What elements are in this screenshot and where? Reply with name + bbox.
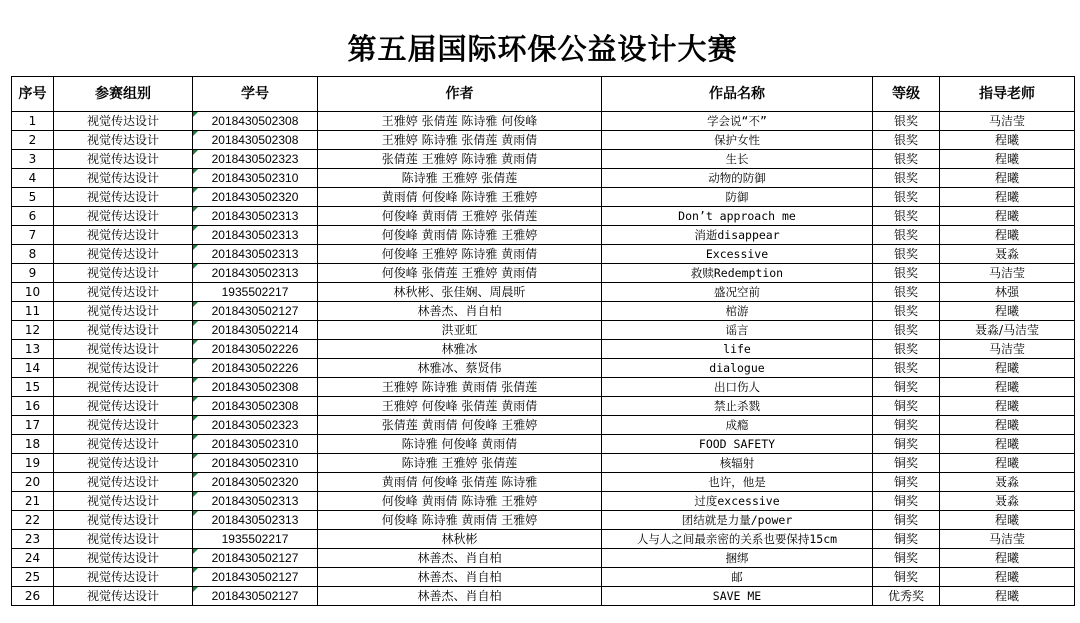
cell-level[interactable]: 银奖 bbox=[873, 131, 940, 150]
cell-work-title[interactable]: FOOD SAFETY bbox=[602, 435, 873, 454]
cell-work-title[interactable]: Don’t approach me bbox=[602, 207, 873, 226]
cell-group[interactable]: 视觉传达设计 bbox=[54, 283, 193, 302]
cell-teacher[interactable]: 程曦 bbox=[940, 226, 1075, 245]
cell-teacher[interactable]: 马洁莹 bbox=[940, 112, 1075, 131]
cell-work-title[interactable]: 邮 bbox=[602, 568, 873, 587]
table-row bbox=[12, 378, 1075, 397]
cell-student-id[interactable]: 2018430502308 bbox=[193, 378, 318, 397]
table-row bbox=[12, 435, 1075, 454]
cell-teacher[interactable]: 程曦 bbox=[940, 188, 1075, 207]
cell-index[interactable]: 15 bbox=[12, 378, 54, 397]
cell-group[interactable]: 视觉传达设计 bbox=[54, 378, 193, 397]
cell-group[interactable]: 视觉传达设计 bbox=[54, 340, 193, 359]
cell-index[interactable]: 7 bbox=[12, 226, 54, 245]
cell-index[interactable]: 11 bbox=[12, 302, 54, 321]
cell-student-id[interactable]: 2018430502308 bbox=[193, 112, 318, 131]
cell-teacher[interactable]: 程曦 bbox=[940, 302, 1075, 321]
cell-work-title[interactable]: 生长 bbox=[602, 150, 873, 169]
cell-index[interactable]: 26 bbox=[12, 587, 54, 606]
cell-group[interactable]: 视觉传达设计 bbox=[54, 112, 193, 131]
table-row bbox=[12, 511, 1075, 530]
cell-student-id[interactable]: 2018430502226 bbox=[193, 359, 318, 378]
cell-student-id[interactable]: 2018430502313 bbox=[193, 226, 318, 245]
table-row bbox=[12, 283, 1075, 302]
cell-work-title[interactable]: Excessive bbox=[602, 245, 873, 264]
cell-authors[interactable]: 王雅婷 张倩莲 陈诗雅 何俊峰 bbox=[318, 112, 602, 131]
cell-authors[interactable]: 张倩莲 王雅婷 陈诗雅 黄雨倩 bbox=[318, 150, 602, 169]
table-row bbox=[12, 568, 1075, 587]
cell-level[interactable]: 银奖 bbox=[873, 245, 940, 264]
cell-work-title[interactable]: 保护女性 bbox=[602, 131, 873, 150]
cell-index[interactable]: 10 bbox=[12, 283, 54, 302]
cell-authors[interactable]: 何俊峰 黄雨倩 王雅婷 张倩莲 bbox=[318, 207, 602, 226]
table-row bbox=[12, 359, 1075, 378]
table-row bbox=[12, 188, 1075, 207]
cell-index[interactable]: 12 bbox=[12, 321, 54, 340]
cell-work-title[interactable]: 消逝disappear bbox=[602, 226, 873, 245]
cell-index[interactable]: 18 bbox=[12, 435, 54, 454]
cell-authors[interactable]: 林善杰、肖自柏 bbox=[318, 568, 602, 587]
cell-work-title[interactable]: 谣言 bbox=[602, 321, 873, 340]
cell-student-id[interactable]: 2018430502310 bbox=[193, 454, 318, 473]
cell-student-id[interactable]: 2018430502308 bbox=[193, 131, 318, 150]
cell-work-title[interactable]: 出口伤人 bbox=[602, 378, 873, 397]
header-level[interactable]: 等级 bbox=[873, 77, 940, 112]
cell-teacher[interactable]: 程曦 bbox=[940, 207, 1075, 226]
cell-group[interactable]: 视觉传达设计 bbox=[54, 492, 193, 511]
cell-student-id[interactable]: 2018430502313 bbox=[193, 511, 318, 530]
cell-group[interactable]: 视觉传达设计 bbox=[54, 511, 193, 530]
cell-group[interactable]: 视觉传达设计 bbox=[54, 207, 193, 226]
cell-level[interactable]: 铜奖 bbox=[873, 454, 940, 473]
cell-teacher[interactable]: 程曦 bbox=[940, 454, 1075, 473]
cell-level[interactable]: 银奖 bbox=[873, 188, 940, 207]
cell-group[interactable]: 视觉传达设计 bbox=[54, 302, 193, 321]
cell-level[interactable]: 银奖 bbox=[873, 169, 940, 188]
header-index[interactable]: 序号 bbox=[12, 77, 54, 112]
table-row bbox=[12, 587, 1075, 606]
cell-student-id[interactable]: 2018430502127 bbox=[193, 568, 318, 587]
table-row bbox=[12, 549, 1075, 568]
cell-teacher[interactable]: 程曦 bbox=[940, 568, 1075, 587]
cell-student-id[interactable]: 2018430502127 bbox=[193, 549, 318, 568]
cell-group[interactable]: 视觉传达设计 bbox=[54, 454, 193, 473]
cell-work-title[interactable]: 禁止杀戮 bbox=[602, 397, 873, 416]
cell-index[interactable]: 25 bbox=[12, 568, 54, 587]
cell-level[interactable]: 铜奖 bbox=[873, 378, 940, 397]
cell-work-title[interactable]: 捆绑 bbox=[602, 549, 873, 568]
cell-teacher[interactable]: 马洁莹 bbox=[940, 264, 1075, 283]
header-student-id[interactable]: 学号 bbox=[193, 77, 318, 112]
results-table-wrapper bbox=[11, 76, 1074, 606]
cell-authors[interactable]: 张倩莲 黄雨倩 何俊峰 王雅婷 bbox=[318, 416, 602, 435]
cell-work-title[interactable]: SAVE ME bbox=[602, 587, 873, 606]
cell-index[interactable]: 14 bbox=[12, 359, 54, 378]
cell-teacher[interactable]: 聂淼 bbox=[940, 492, 1075, 511]
cell-work-title[interactable]: 防御 bbox=[602, 188, 873, 207]
cell-group[interactable]: 视觉传达设计 bbox=[54, 359, 193, 378]
cell-work-title[interactable]: 成瘾 bbox=[602, 416, 873, 435]
cell-student-id[interactable]: 2018430502226 bbox=[193, 340, 318, 359]
cell-student-id[interactable]: 2018430502310 bbox=[193, 435, 318, 454]
sheet-title: 第五届国际环保公益设计大赛 bbox=[347, 31, 738, 66]
cell-teacher[interactable]: 聂淼/马洁莹 bbox=[940, 321, 1075, 340]
cell-index[interactable]: 4 bbox=[12, 169, 54, 188]
cell-authors[interactable]: 陈诗雅 何俊峰 黄雨倩 bbox=[318, 435, 602, 454]
table-row bbox=[12, 131, 1075, 150]
cell-level[interactable]: 铜奖 bbox=[873, 549, 940, 568]
cell-index[interactable]: 21 bbox=[12, 492, 54, 511]
cell-group[interactable]: 视觉传达设计 bbox=[54, 435, 193, 454]
header-authors[interactable]: 作者 bbox=[318, 77, 602, 112]
cell-teacher[interactable]: 程曦 bbox=[940, 131, 1075, 150]
table-row bbox=[12, 302, 1075, 321]
cell-teacher[interactable]: 聂淼 bbox=[940, 245, 1075, 264]
cell-teacher[interactable]: 程曦 bbox=[940, 397, 1075, 416]
cell-authors[interactable]: 林秋彬 bbox=[318, 530, 602, 549]
results-table bbox=[11, 76, 1075, 606]
cell-group[interactable]: 视觉传达设计 bbox=[54, 568, 193, 587]
cell-group[interactable]: 视觉传达设计 bbox=[54, 587, 193, 606]
cell-group[interactable]: 视觉传达设计 bbox=[54, 131, 193, 150]
cell-index[interactable]: 3 bbox=[12, 150, 54, 169]
cell-authors[interactable]: 林善杰、肖自柏 bbox=[318, 549, 602, 568]
cell-student-id[interactable]: 1935502217 bbox=[193, 530, 318, 549]
cell-index[interactable]: 24 bbox=[12, 549, 54, 568]
table-row bbox=[12, 226, 1075, 245]
cell-group[interactable]: 视觉传达设计 bbox=[54, 169, 193, 188]
table-row bbox=[12, 416, 1075, 435]
cell-group[interactable]: 视觉传达设计 bbox=[54, 150, 193, 169]
cell-authors[interactable]: 林善杰、肖自柏 bbox=[318, 587, 602, 606]
cell-authors[interactable]: 何俊峰 陈诗雅 黄雨倩 王雅婷 bbox=[318, 511, 602, 530]
table-row bbox=[12, 454, 1075, 473]
cell-teacher[interactable]: 程曦 bbox=[940, 587, 1075, 606]
table-row bbox=[12, 530, 1075, 549]
cell-authors[interactable]: 林善杰、肖自柏 bbox=[318, 302, 602, 321]
cell-index[interactable]: 8 bbox=[12, 245, 54, 264]
cell-group[interactable]: 视觉传达设计 bbox=[54, 549, 193, 568]
table-row bbox=[12, 397, 1075, 416]
cell-authors[interactable]: 洪亚虹 bbox=[318, 321, 602, 340]
cell-student-id[interactable]: 2018430502313 bbox=[193, 245, 318, 264]
header-work-title[interactable]: 作品名称 bbox=[602, 77, 873, 112]
cell-index[interactable]: 2 bbox=[12, 131, 54, 150]
table-row bbox=[12, 112, 1075, 131]
cell-teacher[interactable]: 程曦 bbox=[940, 378, 1075, 397]
cell-work-title[interactable]: 学会说“不” bbox=[602, 112, 873, 131]
cell-student-id[interactable]: 2018430502310 bbox=[193, 169, 318, 188]
cell-work-title[interactable]: 也许，他是 bbox=[602, 473, 873, 492]
cell-group[interactable]: 视觉传达设计 bbox=[54, 321, 193, 340]
table-body bbox=[12, 112, 1075, 606]
cell-group[interactable]: 视觉传达设计 bbox=[54, 473, 193, 492]
cell-authors[interactable]: 林雅冰 bbox=[318, 340, 602, 359]
table-row bbox=[12, 169, 1075, 188]
cell-work-title[interactable]: 核辐射 bbox=[602, 454, 873, 473]
cell-student-id[interactable]: 1935502217 bbox=[193, 283, 318, 302]
cell-work-title[interactable]: 过度excessive bbox=[602, 492, 873, 511]
table-row bbox=[12, 207, 1075, 226]
cell-teacher[interactable]: 程曦 bbox=[940, 511, 1075, 530]
cell-student-id[interactable]: 2018430502323 bbox=[193, 150, 318, 169]
cell-work-title[interactable]: 人与人之间最亲密的关系也要保持15cm bbox=[602, 530, 873, 549]
cell-work-title[interactable]: life bbox=[602, 340, 873, 359]
cell-level[interactable]: 铜奖 bbox=[873, 473, 940, 492]
cell-student-id[interactable]: 2018430502320 bbox=[193, 188, 318, 207]
header-teacher[interactable]: 指导老师 bbox=[940, 77, 1075, 112]
cell-level[interactable]: 铜奖 bbox=[873, 416, 940, 435]
cell-authors[interactable]: 王雅婷 陈诗雅 黄雨倩 张倩莲 bbox=[318, 378, 602, 397]
cell-work-title[interactable]: 动物的防御 bbox=[602, 169, 873, 188]
cell-student-id[interactable]: 2018430502313 bbox=[193, 264, 318, 283]
cell-student-id[interactable]: 2018430502313 bbox=[193, 207, 318, 226]
cell-teacher[interactable]: 马洁莹 bbox=[940, 530, 1075, 549]
cell-student-id[interactable]: 2018430502127 bbox=[193, 587, 318, 606]
cell-teacher[interactable]: 程曦 bbox=[940, 416, 1075, 435]
cell-teacher[interactable]: 程曦 bbox=[940, 435, 1075, 454]
cell-teacher[interactable]: 程曦 bbox=[940, 169, 1075, 188]
cell-teacher[interactable]: 程曦 bbox=[940, 150, 1075, 169]
cell-student-id[interactable]: 2018430502313 bbox=[193, 492, 318, 511]
cell-level[interactable]: 银奖 bbox=[873, 321, 940, 340]
cell-teacher[interactable]: 马洁莹 bbox=[940, 340, 1075, 359]
cell-level[interactable]: 银奖 bbox=[873, 150, 940, 169]
cell-work-title[interactable]: 棺游 bbox=[602, 302, 873, 321]
cell-index[interactable]: 19 bbox=[12, 454, 54, 473]
cell-authors[interactable]: 林秋彬、张佳娴、周晨昕 bbox=[318, 283, 602, 302]
cell-group[interactable]: 视觉传达设计 bbox=[54, 188, 193, 207]
cell-level[interactable]: 银奖 bbox=[873, 207, 940, 226]
cell-level[interactable]: 铜奖 bbox=[873, 397, 940, 416]
cell-authors[interactable]: 陈诗雅 王雅婷 张倩莲 bbox=[318, 169, 602, 188]
cell-group[interactable]: 视觉传达设计 bbox=[54, 397, 193, 416]
cell-index[interactable]: 1 bbox=[12, 112, 54, 131]
cell-work-title[interactable]: 团结就是力量/power bbox=[602, 511, 873, 530]
cell-authors[interactable]: 林雅冰、蔡贤伟 bbox=[318, 359, 602, 378]
cell-student-id[interactable]: 2018430502127 bbox=[193, 302, 318, 321]
cell-index[interactable]: 5 bbox=[12, 188, 54, 207]
cell-group[interactable]: 视觉传达设计 bbox=[54, 416, 193, 435]
cell-authors[interactable]: 何俊峰 王雅婷 陈诗雅 黄雨倩 bbox=[318, 245, 602, 264]
cell-index[interactable]: 23 bbox=[12, 530, 54, 549]
cell-index[interactable]: 16 bbox=[12, 397, 54, 416]
cell-level[interactable]: 铜奖 bbox=[873, 568, 940, 587]
cell-index[interactable]: 13 bbox=[12, 340, 54, 359]
cell-teacher[interactable]: 程曦 bbox=[940, 549, 1075, 568]
cell-teacher[interactable]: 程曦 bbox=[940, 359, 1075, 378]
table-row bbox=[12, 340, 1075, 359]
cell-authors[interactable]: 王雅婷 陈诗雅 张倩莲 黄雨倩 bbox=[318, 131, 602, 150]
table-header-row bbox=[12, 77, 1075, 112]
cell-student-id[interactable]: 2018430502323 bbox=[193, 416, 318, 435]
cell-work-title[interactable]: 盛况空前 bbox=[602, 283, 873, 302]
cell-student-id[interactable]: 2018430502214 bbox=[193, 321, 318, 340]
cell-level[interactable]: 银奖 bbox=[873, 264, 940, 283]
cell-level[interactable]: 银奖 bbox=[873, 283, 940, 302]
cell-index[interactable]: 6 bbox=[12, 207, 54, 226]
cell-teacher[interactable]: 聂淼 bbox=[940, 473, 1075, 492]
cell-student-id[interactable]: 2018430502320 bbox=[193, 473, 318, 492]
cell-level[interactable]: 铜奖 bbox=[873, 511, 940, 530]
cell-group[interactable]: 视觉传达设计 bbox=[54, 245, 193, 264]
table-row bbox=[12, 473, 1075, 492]
cell-authors[interactable]: 陈诗雅 王雅婷 张倩莲 bbox=[318, 454, 602, 473]
table-row bbox=[12, 492, 1075, 511]
cell-authors[interactable]: 何俊峰 黄雨倩 陈诗雅 王雅婷 bbox=[318, 492, 602, 511]
cell-group[interactable]: 视觉传达设计 bbox=[54, 226, 193, 245]
cell-level[interactable]: 银奖 bbox=[873, 340, 940, 359]
cell-level[interactable]: 银奖 bbox=[873, 302, 940, 321]
table-row bbox=[12, 245, 1075, 264]
cell-index[interactable]: 20 bbox=[12, 473, 54, 492]
header-group[interactable]: 参赛组别 bbox=[54, 77, 193, 112]
cell-authors[interactable]: 何俊峰 张倩莲 王雅婷 黄雨倩 bbox=[318, 264, 602, 283]
cell-group[interactable]: 视觉传达设计 bbox=[54, 530, 193, 549]
cell-level[interactable]: 优秀奖 bbox=[873, 587, 940, 606]
cell-level[interactable]: 铜奖 bbox=[873, 492, 940, 511]
cell-level[interactable]: 银奖 bbox=[873, 226, 940, 245]
cell-index[interactable]: 9 bbox=[12, 264, 54, 283]
cell-student-id[interactable]: 2018430502308 bbox=[193, 397, 318, 416]
cell-level[interactable]: 银奖 bbox=[873, 112, 940, 131]
cell-authors[interactable]: 何俊峰 黄雨倩 陈诗雅 王雅婷 bbox=[318, 226, 602, 245]
cell-work-title[interactable]: 救赎Redemption bbox=[602, 264, 873, 283]
cell-work-title[interactable]: dialogue bbox=[602, 359, 873, 378]
cell-teacher[interactable]: 林强 bbox=[940, 283, 1075, 302]
cell-group[interactable]: 视觉传达设计 bbox=[54, 264, 193, 283]
cell-authors[interactable]: 王雅婷 何俊峰 张倩莲 黄雨倩 bbox=[318, 397, 602, 416]
table-row bbox=[12, 264, 1075, 283]
cell-level[interactable]: 银奖 bbox=[873, 359, 940, 378]
cell-authors[interactable]: 黄雨倩 何俊峰 陈诗雅 王雅婷 bbox=[318, 188, 602, 207]
cell-level[interactable]: 铜奖 bbox=[873, 530, 940, 549]
table-row bbox=[12, 321, 1075, 340]
cell-authors[interactable]: 黄雨倩 何俊峰 张倩莲 陈诗雅 bbox=[318, 473, 602, 492]
cell-index[interactable]: 17 bbox=[12, 416, 54, 435]
cell-index[interactable]: 22 bbox=[12, 511, 54, 530]
table-row bbox=[12, 150, 1075, 169]
cell-level[interactable]: 铜奖 bbox=[873, 435, 940, 454]
